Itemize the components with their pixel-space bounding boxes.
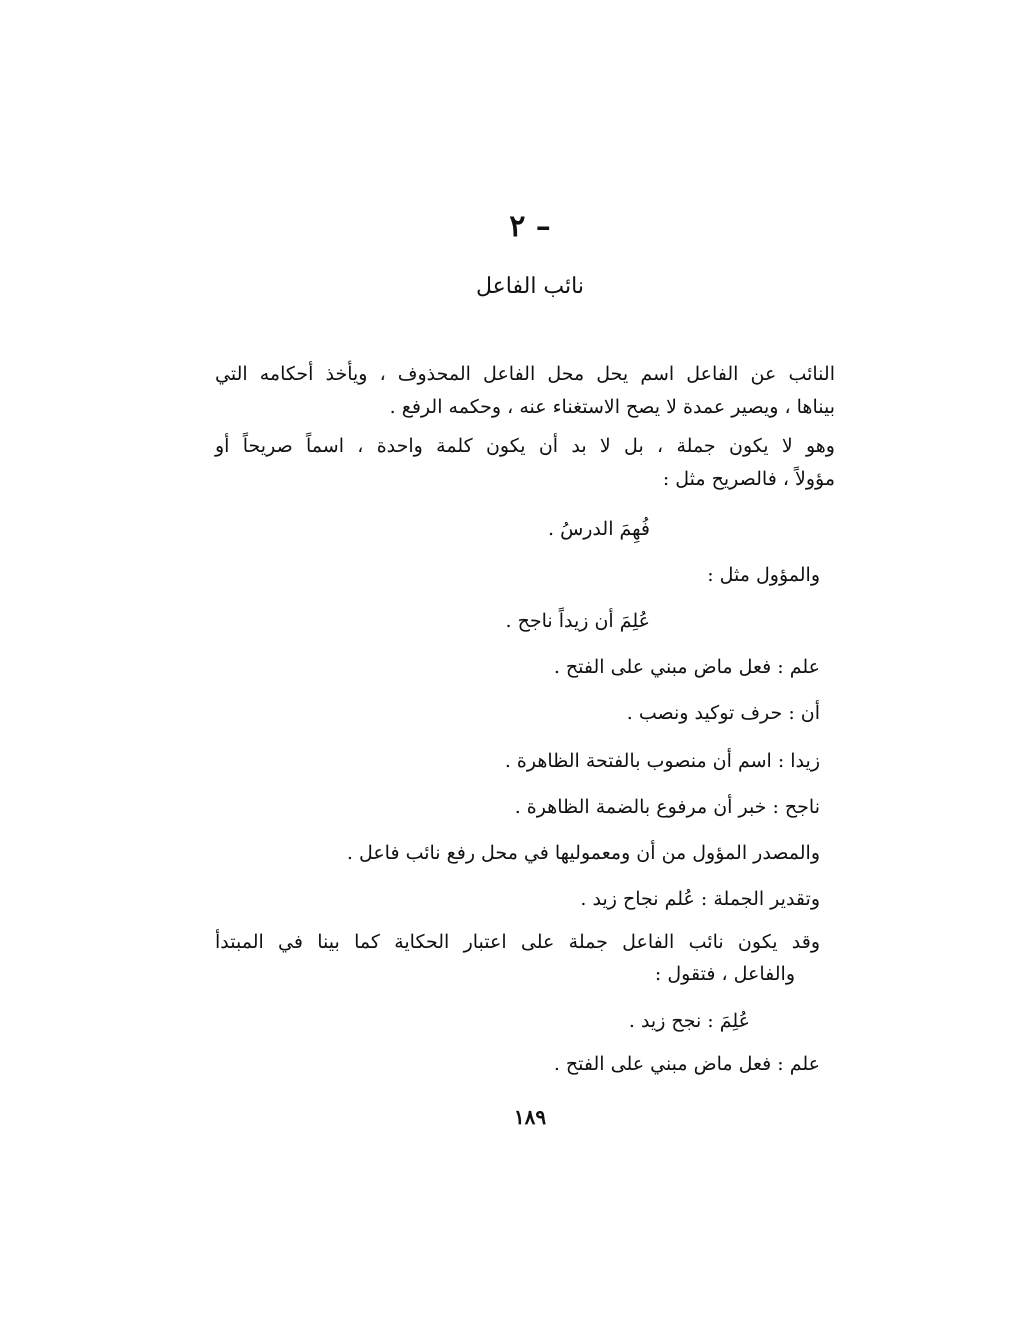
chapter-number: – ٢ [509, 209, 551, 244]
parsing-line-2: أن : حرف توكيد ونصب . [626, 702, 820, 724]
parsing-line-5: والمصدر المؤول من أن ومعموليها في محل رفع نائب فاعل . [346, 842, 820, 864]
example-sentence-2: عُلِمَ أن زيداً ناجح . [505, 610, 650, 632]
page-number: ١٨٩ [513, 1105, 547, 1129]
paragraph-2-line-2: مؤولاً ، فالصريح مثل : [662, 468, 835, 490]
muawwal-label: والمؤول مثل : [707, 564, 820, 586]
paragraph-3-line-2: والفاعل ، فتقول : [654, 963, 795, 985]
example-sentence-1: فُهِمَ الدرسُ . [547, 518, 650, 540]
parsing-line-1: علم : فعل ماض مبني على الفتح . [553, 656, 820, 678]
parsing-line-7: علم : فعل ماض مبني على الفتح . [553, 1053, 820, 1075]
paragraph-2-line-1: وهو لا يكون جملة ، بل لا بد أن يكون كلمة واحدة ، اسماً صريحاً أو [215, 435, 835, 457]
chapter-title: نائب الفاعل [476, 274, 584, 299]
parsing-line-3: زيدا : اسم أن منصوب بالفتحة الظاهرة . [504, 750, 820, 772]
paragraph-1-line-1: النائب عن الفاعل اسم يحل محل الفاعل المحذوف ، ويأخذ أحكامه التي [215, 363, 835, 385]
paragraph-3-line-1: وقد يكون نائب الفاعل جملة على اعتبار الحكاية كما بينا في المبتدأ [215, 931, 820, 953]
parsing-line-6: وتقدير الجملة : عُلم نجاح زيد . [580, 888, 820, 910]
paragraph-1-line-2: بيناها ، ويصير عمدة لا يصح الاستغناء عنه ، وحكمه الرفع . [389, 396, 835, 418]
parsing-line-4: ناجح : خبر أن مرفوع بالضمة الظاهرة . [514, 796, 820, 818]
example-sentence-3: عُلِمَ : نجح زيد . [628, 1010, 750, 1032]
